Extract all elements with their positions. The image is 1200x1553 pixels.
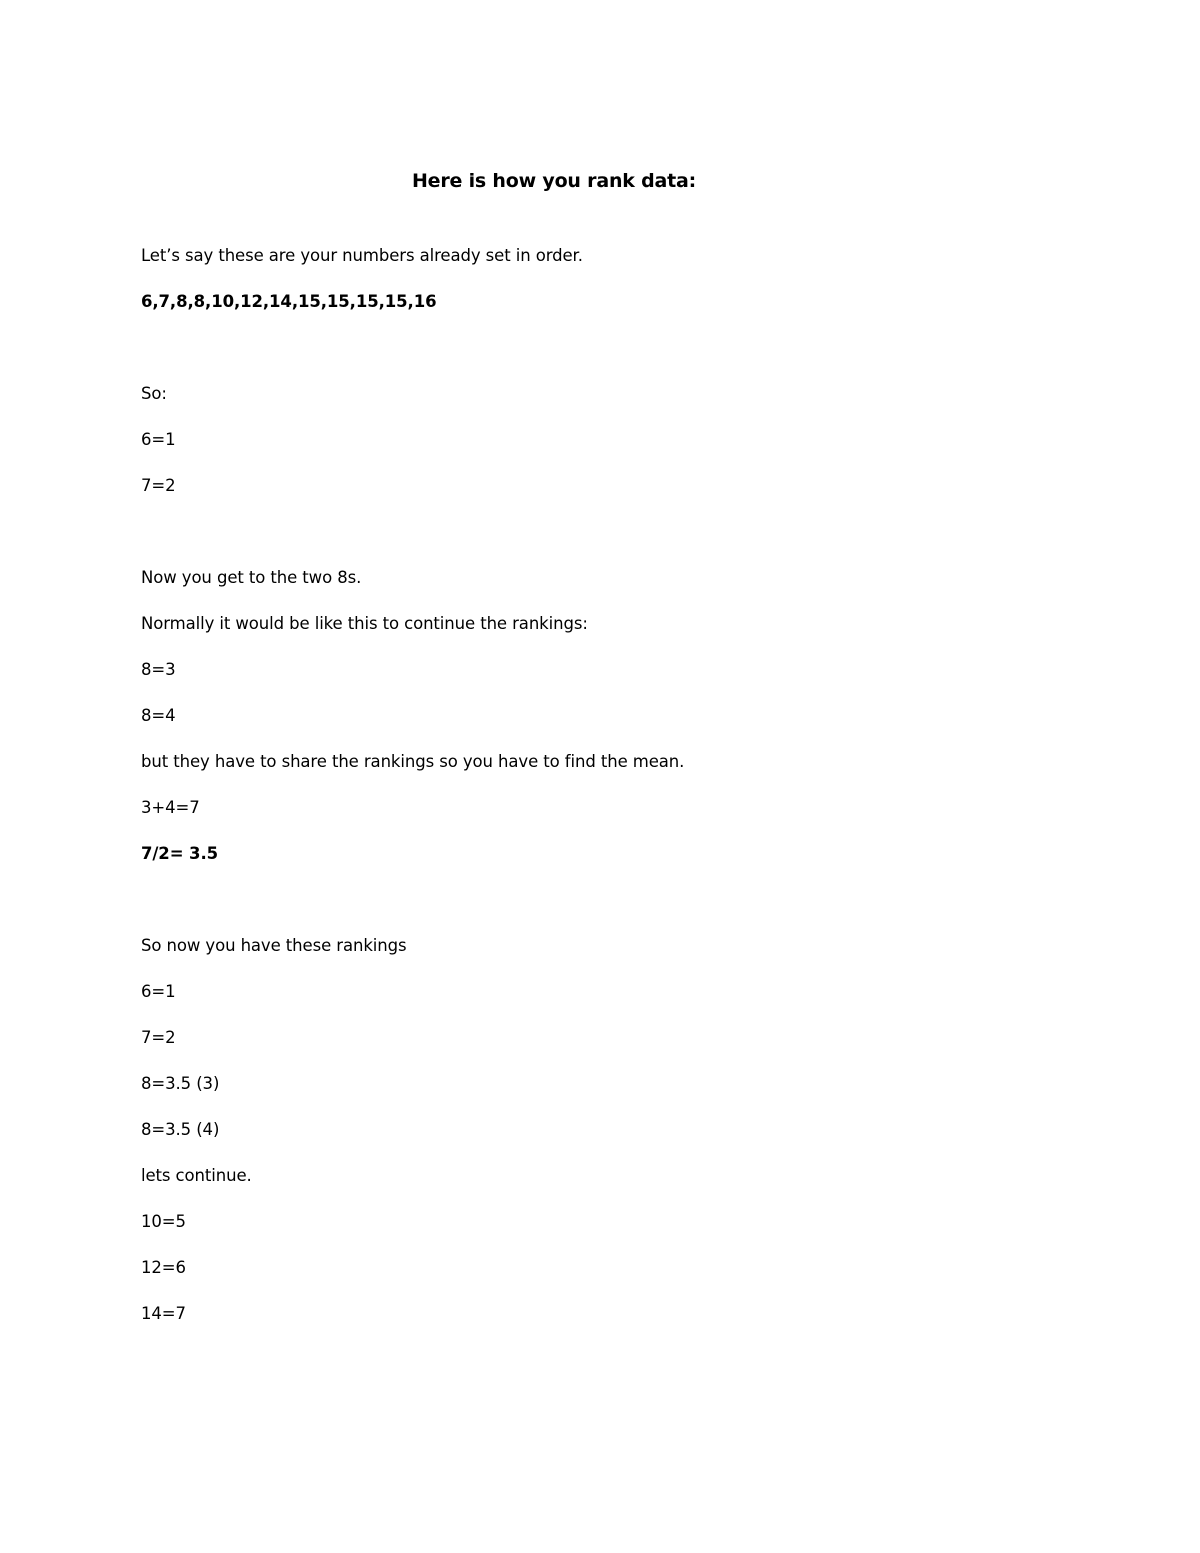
explanation-line: Normally it would be like this to continue the rankings:	[141, 614, 588, 633]
intro-line: Let’s say these are your numbers already set in order.	[141, 246, 583, 265]
rank-line: 7=2	[141, 1028, 176, 1047]
rank-line: 8=3.5 (3)	[141, 1074, 220, 1093]
rank-line: 14=7	[141, 1304, 186, 1323]
calculation-line: 3+4=7	[141, 798, 200, 817]
rank-line: 8=3	[141, 660, 176, 679]
rank-line: 6=1	[141, 430, 176, 449]
so-label: So:	[141, 384, 167, 403]
rank-line: 10=5	[141, 1212, 186, 1231]
rank-line: 8=4	[141, 706, 176, 725]
calculation-line: 7/2= 3.5	[141, 844, 218, 863]
rank-line: 6=1	[141, 982, 176, 1001]
explanation-line: So now you have these rankings	[141, 936, 407, 955]
document-title: Here is how you rank data:	[411, 170, 697, 192]
explanation-line: Now you get to the two 8s.	[141, 568, 362, 587]
rank-line: 8=3.5 (4)	[141, 1120, 220, 1139]
explanation-line: but they have to share the rankings so you have to find the mean.	[141, 752, 685, 771]
rank-line: 12=6	[141, 1258, 186, 1277]
number-sequence: 6,7,8,8,10,12,14,15,15,15,15,16	[141, 292, 437, 311]
rank-line: 7=2	[141, 476, 176, 495]
explanation-line: lets continue.	[141, 1166, 252, 1185]
